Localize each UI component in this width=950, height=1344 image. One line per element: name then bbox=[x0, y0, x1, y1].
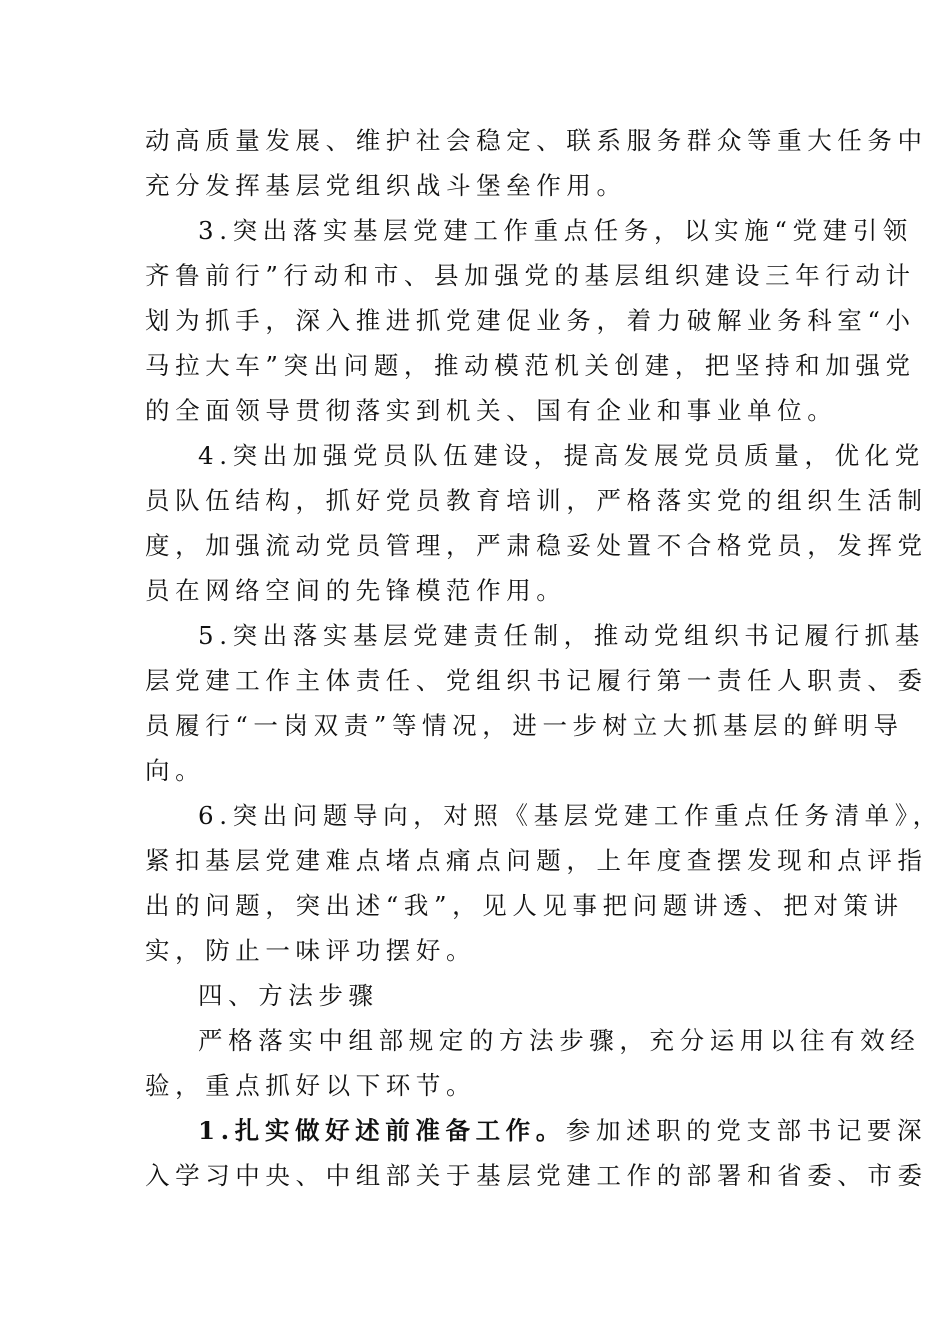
paragraph-line: 员履行“一岗双责”等情况，进一步树立大抓基层的鲜明导 bbox=[145, 711, 904, 740]
document-body bbox=[145, 118, 943, 1198]
paragraph-line: 马拉大车”突出问题，推动模范机关创建，把坚持和加强党 bbox=[145, 351, 916, 380]
paragraph-line: 出的问题，突出述“我”，见人见事把问题讲透、把对策讲 bbox=[145, 891, 904, 920]
paragraph-line: 员在网络空间的先锋模范作用。 bbox=[145, 576, 567, 605]
paragraph-line: 层党建工作主体责任、党组织书记履行第一责任人职责、委 bbox=[145, 666, 928, 695]
paragraph-line: 向。 bbox=[145, 756, 206, 785]
paragraph-line: 充分发挥基层党组织战斗堡垒作用。 bbox=[145, 171, 627, 200]
paragraph-line: 入学习中央、中组部关于基层党建工作的部署和省委、市委 bbox=[145, 1161, 928, 1190]
paragraph-line: 的全面领导贯彻落实到机关、国有企业和事业单位。 bbox=[145, 396, 838, 425]
paragraph-line: 5.突出落实基层党建责任制，推动党组织书记履行抓基 bbox=[198, 621, 925, 650]
bold-lead-in: 1.扎实做好述前准备工作。 bbox=[198, 1116, 566, 1145]
paragraph-line: 度，加强流动党员管理，严肃稳妥处置不合格党员，发挥党 bbox=[145, 531, 928, 560]
paragraph-line: 紧扣基层党建难点堵点痛点问题，上年度查摆发现和点评指 bbox=[145, 846, 928, 875]
paragraph-line: 实，防止一味评功摆好。 bbox=[145, 936, 477, 965]
paragraph-line bbox=[145, 1108, 928, 1153]
paragraph-line: 齐鲁前行”行动和市、县加强党的基层组织建设三年行动计 bbox=[145, 261, 916, 290]
paragraph-line: 严格落实中组部规定的方法步骤，充分运用以往有效经 bbox=[198, 1026, 921, 1055]
paragraph-line: 3.突出落实基层党建工作重点任务，以实施“党建引领 bbox=[198, 216, 913, 245]
paragraph-line: 4.突出加强党员队伍建设，提高发展党员质量，优化党 bbox=[198, 441, 925, 470]
paragraph-line: 划为抓手，深入推进抓党建促业务，着力破解业务科室“小 bbox=[145, 306, 916, 335]
paragraph-line: 验，重点抓好以下环节。 bbox=[145, 1071, 477, 1100]
paragraph-line: 员队伍结构，抓好党员教育培训，严格落实党的组织生活制 bbox=[145, 486, 928, 515]
paragraph-line: 动高质量发展、维护社会稳定、联系服务群众等重大任务中 bbox=[145, 126, 928, 155]
paragraph-line: 6.突出问题导向，对照《基层党建工作重点任务清单》， bbox=[198, 801, 943, 830]
section-heading: 四、方法步骤 bbox=[198, 981, 379, 1010]
paragraph-text: 参加述职的党支部书记要深 bbox=[565, 1116, 928, 1145]
